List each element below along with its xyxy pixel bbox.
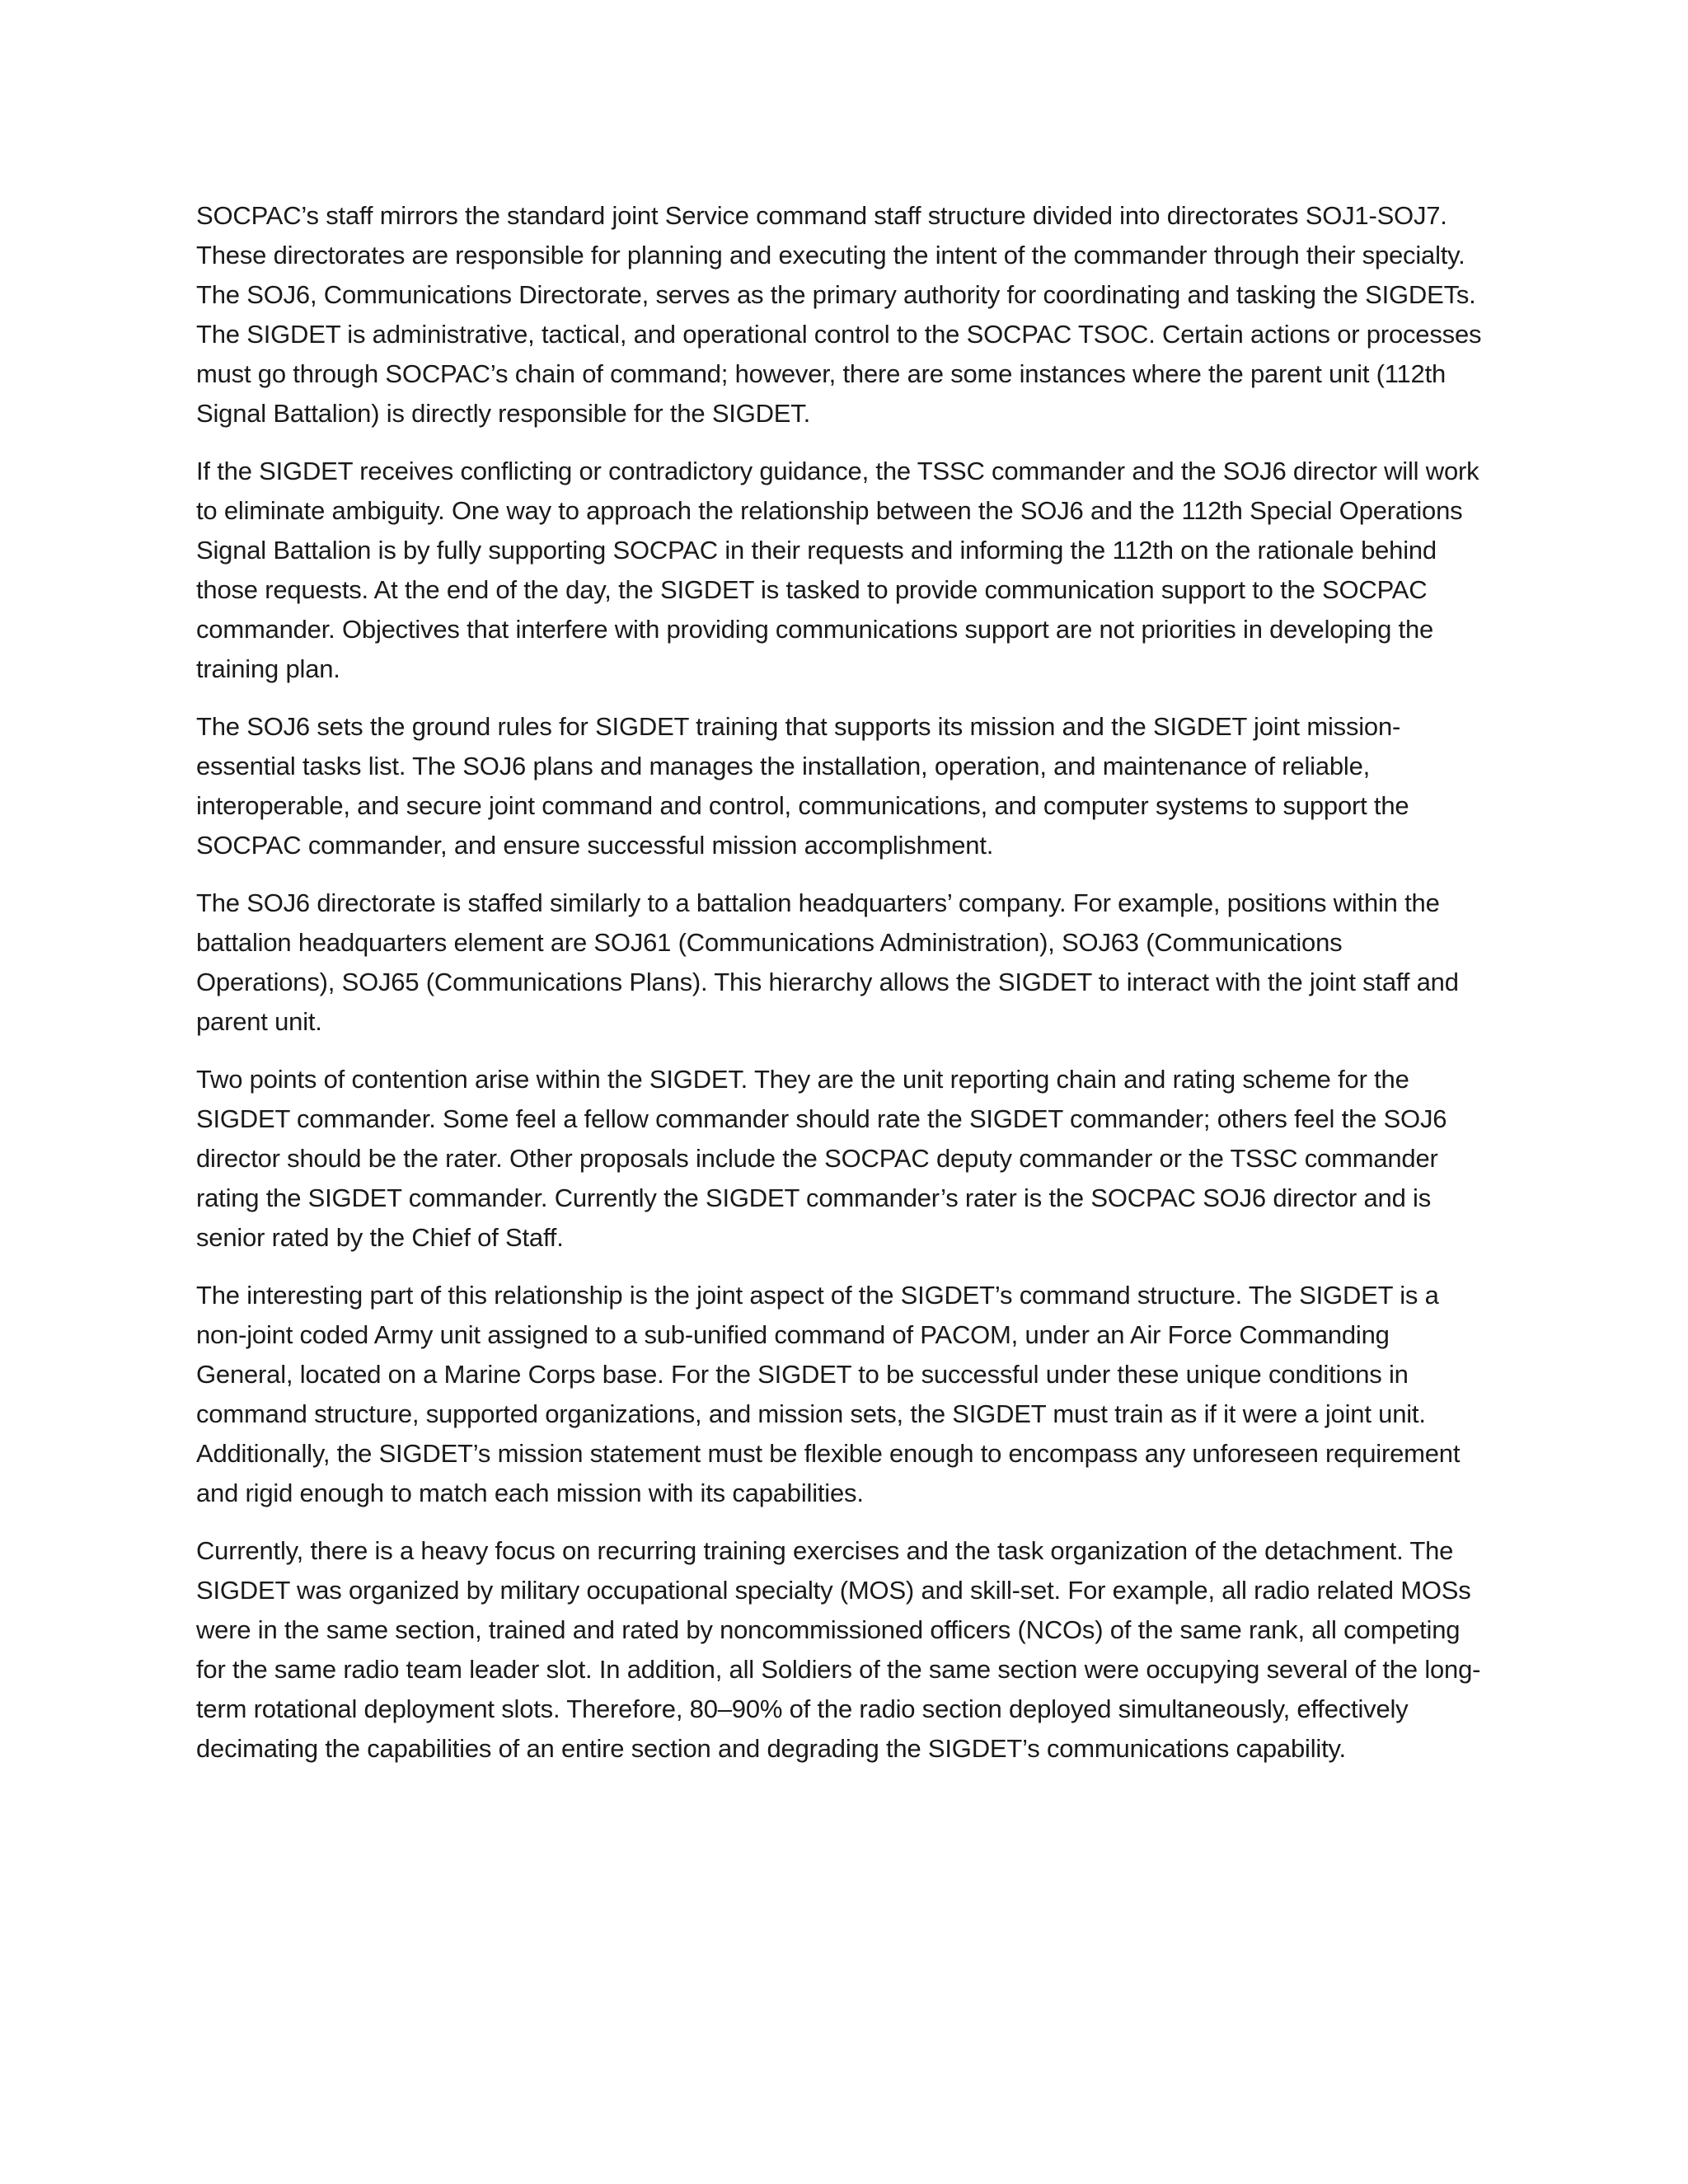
paragraph-soj6-ground-rules: The SOJ6 sets the ground rules for SIGDET training that supports its mission and the SIGDET joint mission-essential tasks list. The SOJ6 plans and manages the installation, operation, and maintenance of reliable, interoperable, and secure joint command and control, communications, and computer systems to support the SOCPAC commander, and ensure successful mission accomplishment.: [196, 712, 1409, 860]
paragraph-joint-aspect: The interesting part of this relationship is the joint aspect of the SIGDET’s command structure. The SIGDET is a non-joint coded Army unit assigned to a sub-unified command of PACOM, under an Air Force Commanding General, located on a Marine Corps base. For the SIGDET to be successful under these unique conditions in command structure, supported organizations, and mission sets, the SIGDET must train as if it were a joint unit. Additionally, the SIGDET’s mission statement must be flexible enough to encompass any unforeseen requirement and rigid enough to match each mission with its capabilities.: [196, 1281, 1461, 1507]
paragraph-points-of-contention: Two points of contention arise within the SIGDET. They are the unit reporting chain and rating scheme for the SIGDET commander. Some feel a fellow commander should rate the SIGDET commander; others feel the SOJ6 director should be the rater. Other proposals include the SOCPAC deputy commander or the TSSC commander rating the SIGDET commander. Currently the SIGDET commander’s rater is the SOCPAC SOJ6 director and is senior rated by the Chief of Staff.: [196, 1065, 1447, 1252]
paragraph-socpac-staff: SOCPAC’s staff mirrors the standard joint Service command staff structure divided into directorates SOJ1-SOJ7. These directorates are responsible for planning and executing the intent of the commander through their specialty. The SOJ6, Communications Directorate, serves as the primary authority for coordinating and tasking the SIGDETs. The SIGDET is administrative, tactical, and operational control to the SOCPAC TSOC. Certain actions or processes must go through SOCPAC’s chain of command; however, there are some instances where the parent unit (112th Signal Battalion) is directly responsible for the SIGDET.: [196, 201, 1482, 428]
paragraph-conflicting-guidance: If the SIGDET receives conflicting or contradictory guidance, the TSSC commander and the SOJ6 director will work to eliminate ambiguity. One way to approach the relationship between the SOJ6 and the 112th Special Operations Signal Battalion is by fully supporting SOCPAC in their requests and informing the 112th on the rationale behind those requests. At the end of the day, the SIGDET is tasked to provide communication support to the SOCPAC commander. Objectives that interfere with providing communications support are not priorities in developing the training plan.: [196, 457, 1479, 683]
document-page: [196, 196, 1484, 1787]
paragraph-soj6-directorate: The SOJ6 directorate is staffed similarly to a battalion headquarters’ company. For example, positions within the battalion headquarters element are SOJ61 (Communications Administration), SOJ63 (Communications Operations), SOJ65 (Communications Plans). This hierarchy allows the SIGDET to interact with the joint staff and parent unit.: [196, 888, 1459, 1036]
paragraph-training-focus: Currently, there is a heavy focus on recurring training exercises and the task organization of the detachment. The SIGDET was organized by military occupational specialty (MOS) and skill-set. For example, all radio related MOSs were in the same section, trained and rated by noncommissioned officers (NCOs) of the same rank, all competing for the same radio team leader slot. In addition, all Soldiers of the same section were occupying several of the long-term rotational deployment slots. Therefore, 80–90% of the radio section deployed simultaneously, effectively decimating the capabilities of an entire section and degrading the SIGDET’s communications capability.: [196, 1536, 1481, 1763]
